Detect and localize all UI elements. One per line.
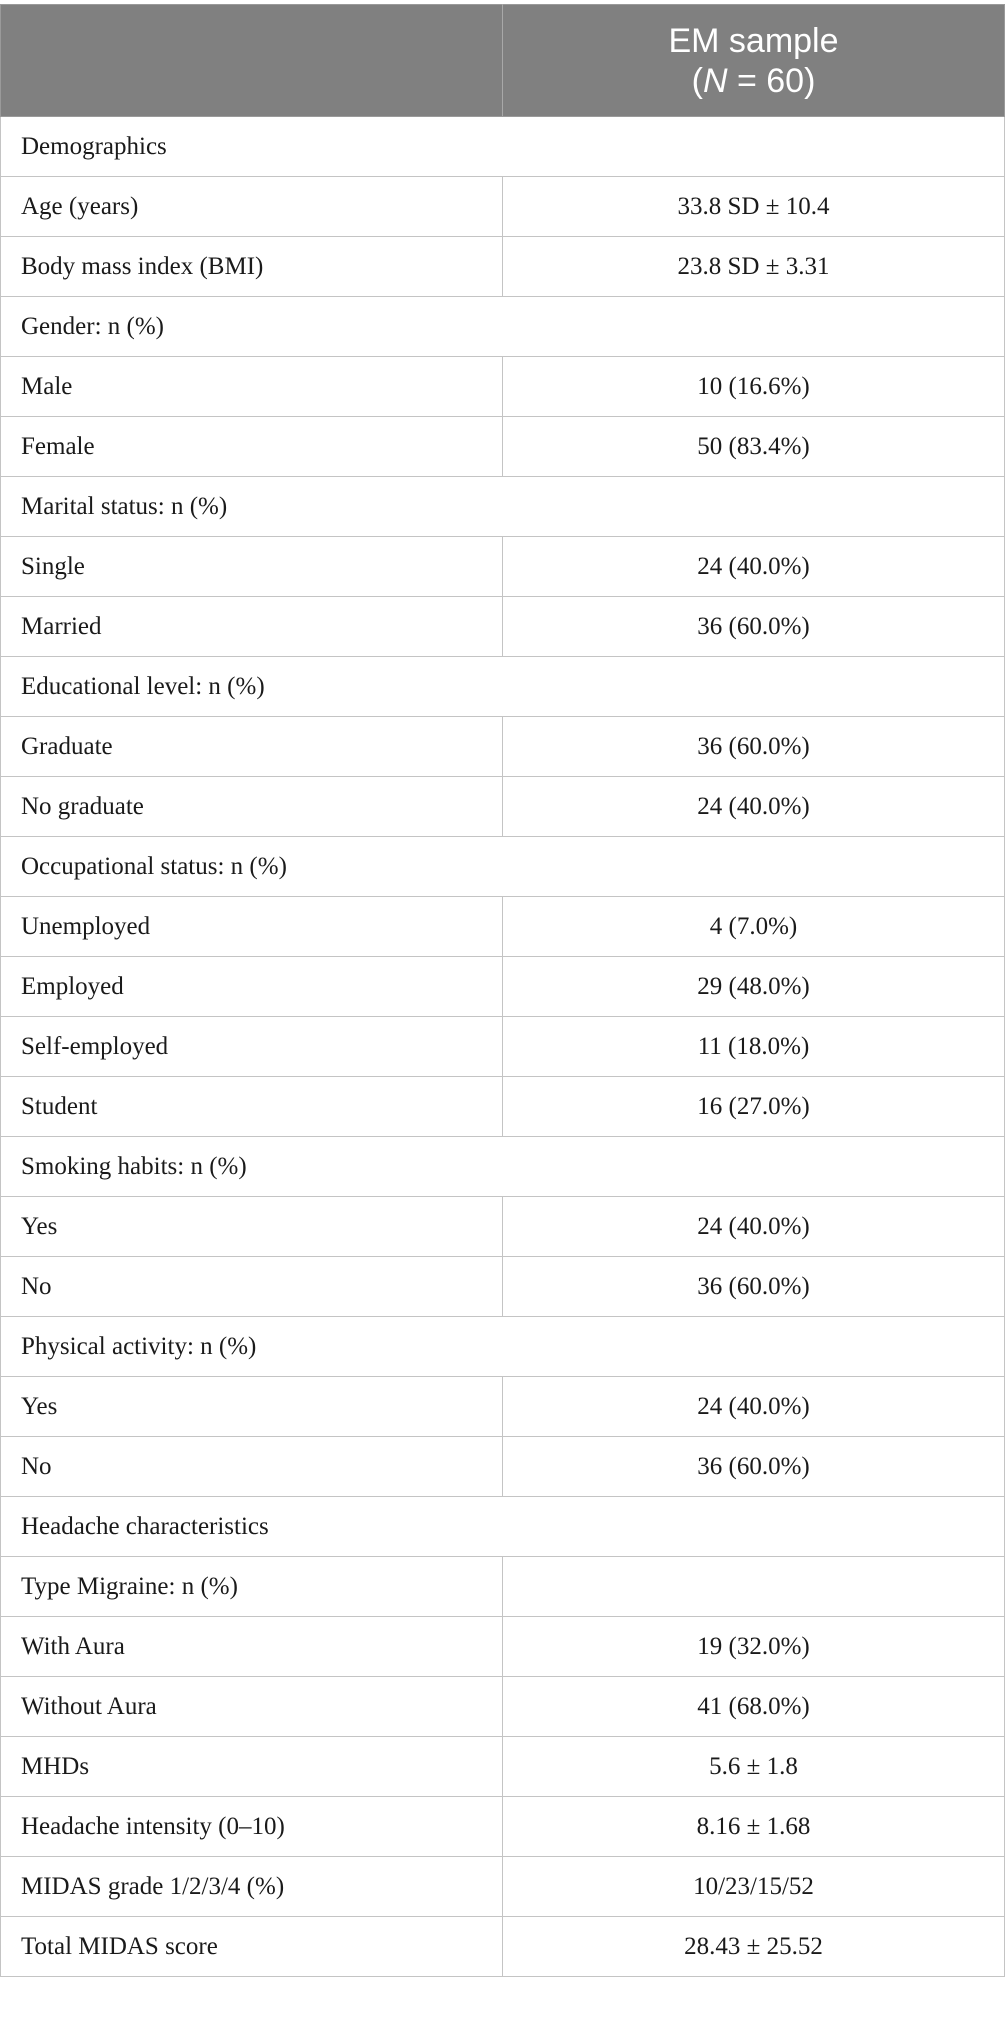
table-row xyxy=(1,537,1005,597)
section-label: Headache characteristics xyxy=(1,1497,1005,1557)
section-label: Smoking habits: n (%) xyxy=(1,1137,1005,1197)
table-row xyxy=(1,597,1005,657)
row-label: Male xyxy=(1,357,503,417)
row-value: 41 (68.0%) xyxy=(503,1677,1005,1737)
section-label: Occupational status: n (%) xyxy=(1,837,1005,897)
table-row xyxy=(1,1437,1005,1497)
table-row xyxy=(1,1377,1005,1437)
row-label: Total MIDAS score xyxy=(1,1917,503,1977)
table-row xyxy=(1,1857,1005,1917)
row-value: 23.8 SD ± 3.31 xyxy=(503,237,1005,297)
row-value: 28.43 ± 25.52 xyxy=(503,1917,1005,1977)
row-label: Married xyxy=(1,597,503,657)
section-row xyxy=(1,117,1005,177)
table-row xyxy=(1,417,1005,477)
section-row xyxy=(1,1137,1005,1197)
row-label: Age (years) xyxy=(1,177,503,237)
section-row xyxy=(1,657,1005,717)
row-label: No xyxy=(1,1437,503,1497)
row-value: 5.6 ± 1.8 xyxy=(503,1737,1005,1797)
row-label: Without Aura xyxy=(1,1677,503,1737)
row-value: 24 (40.0%) xyxy=(503,1377,1005,1437)
section-row xyxy=(1,837,1005,897)
header-em-sample xyxy=(503,5,1005,117)
table-row xyxy=(1,897,1005,957)
table-row xyxy=(1,1917,1005,1977)
row-label: Unemployed xyxy=(1,897,503,957)
row-label: Female xyxy=(1,417,503,477)
row-label: Graduate xyxy=(1,717,503,777)
row-label: Yes xyxy=(1,1377,503,1437)
section-label: Gender: n (%) xyxy=(1,297,1005,357)
row-value: 33.8 SD ± 10.4 xyxy=(503,177,1005,237)
row-value: 50 (83.4%) xyxy=(503,417,1005,477)
table-row xyxy=(1,777,1005,837)
header-row xyxy=(1,5,1005,117)
header-sample-size: (N = 60) xyxy=(691,61,816,100)
section-row xyxy=(1,297,1005,357)
header-em-sample-title: EM sample xyxy=(668,21,839,60)
table-row xyxy=(1,1077,1005,1137)
row-label: Single xyxy=(1,537,503,597)
section-label: Marital status: n (%) xyxy=(1,477,1005,537)
header-blank-cell xyxy=(1,5,503,117)
section-row xyxy=(1,1497,1005,1557)
row-value: 11 (18.0%) xyxy=(503,1017,1005,1077)
table-row xyxy=(1,1557,1005,1617)
section-label: Demographics xyxy=(1,117,1005,177)
row-label: Type Migraine: n (%) xyxy=(1,1557,503,1617)
table-row xyxy=(1,957,1005,1017)
row-value: 24 (40.0%) xyxy=(503,777,1005,837)
row-value: 24 (40.0%) xyxy=(503,1197,1005,1257)
row-label: MIDAS grade 1/2/3/4 (%) xyxy=(1,1857,503,1917)
row-label: Yes xyxy=(1,1197,503,1257)
table-row xyxy=(1,1197,1005,1257)
row-label: Body mass index (BMI) xyxy=(1,237,503,297)
section-label: Physical activity: n (%) xyxy=(1,1317,1005,1377)
row-value: 24 (40.0%) xyxy=(503,537,1005,597)
demographics-table xyxy=(0,4,1005,1977)
row-value: 10/23/15/52 xyxy=(503,1857,1005,1917)
row-label: With Aura xyxy=(1,1617,503,1677)
row-value: 4 (7.0%) xyxy=(503,897,1005,957)
table-row xyxy=(1,357,1005,417)
row-label: No xyxy=(1,1257,503,1317)
row-value: 16 (27.0%) xyxy=(503,1077,1005,1137)
section-label: Educational level: n (%) xyxy=(1,657,1005,717)
row-value: 10 (16.6%) xyxy=(503,357,1005,417)
row-value: 19 (32.0%) xyxy=(503,1617,1005,1677)
section-row xyxy=(1,1317,1005,1377)
table-row xyxy=(1,1677,1005,1737)
row-label: Employed xyxy=(1,957,503,1017)
row-label: Headache intensity (0–10) xyxy=(1,1797,503,1857)
table-row xyxy=(1,1617,1005,1677)
row-value: 36 (60.0%) xyxy=(503,717,1005,777)
table-row xyxy=(1,717,1005,777)
row-value: 29 (48.0%) xyxy=(503,957,1005,1017)
row-value: 36 (60.0%) xyxy=(503,1437,1005,1497)
row-label: Student xyxy=(1,1077,503,1137)
table-body xyxy=(1,117,1005,1977)
table-row xyxy=(1,1737,1005,1797)
row-value xyxy=(503,1557,1005,1617)
table-row xyxy=(1,177,1005,237)
row-label: Self-employed xyxy=(1,1017,503,1077)
table-row xyxy=(1,237,1005,297)
row-value: 36 (60.0%) xyxy=(503,597,1005,657)
table-row xyxy=(1,1257,1005,1317)
table-row xyxy=(1,1797,1005,1857)
table-row xyxy=(1,1017,1005,1077)
row-label: MHDs xyxy=(1,1737,503,1797)
row-value: 36 (60.0%) xyxy=(503,1257,1005,1317)
section-row xyxy=(1,477,1005,537)
row-label: No graduate xyxy=(1,777,503,837)
row-value: 8.16 ± 1.68 xyxy=(503,1797,1005,1857)
